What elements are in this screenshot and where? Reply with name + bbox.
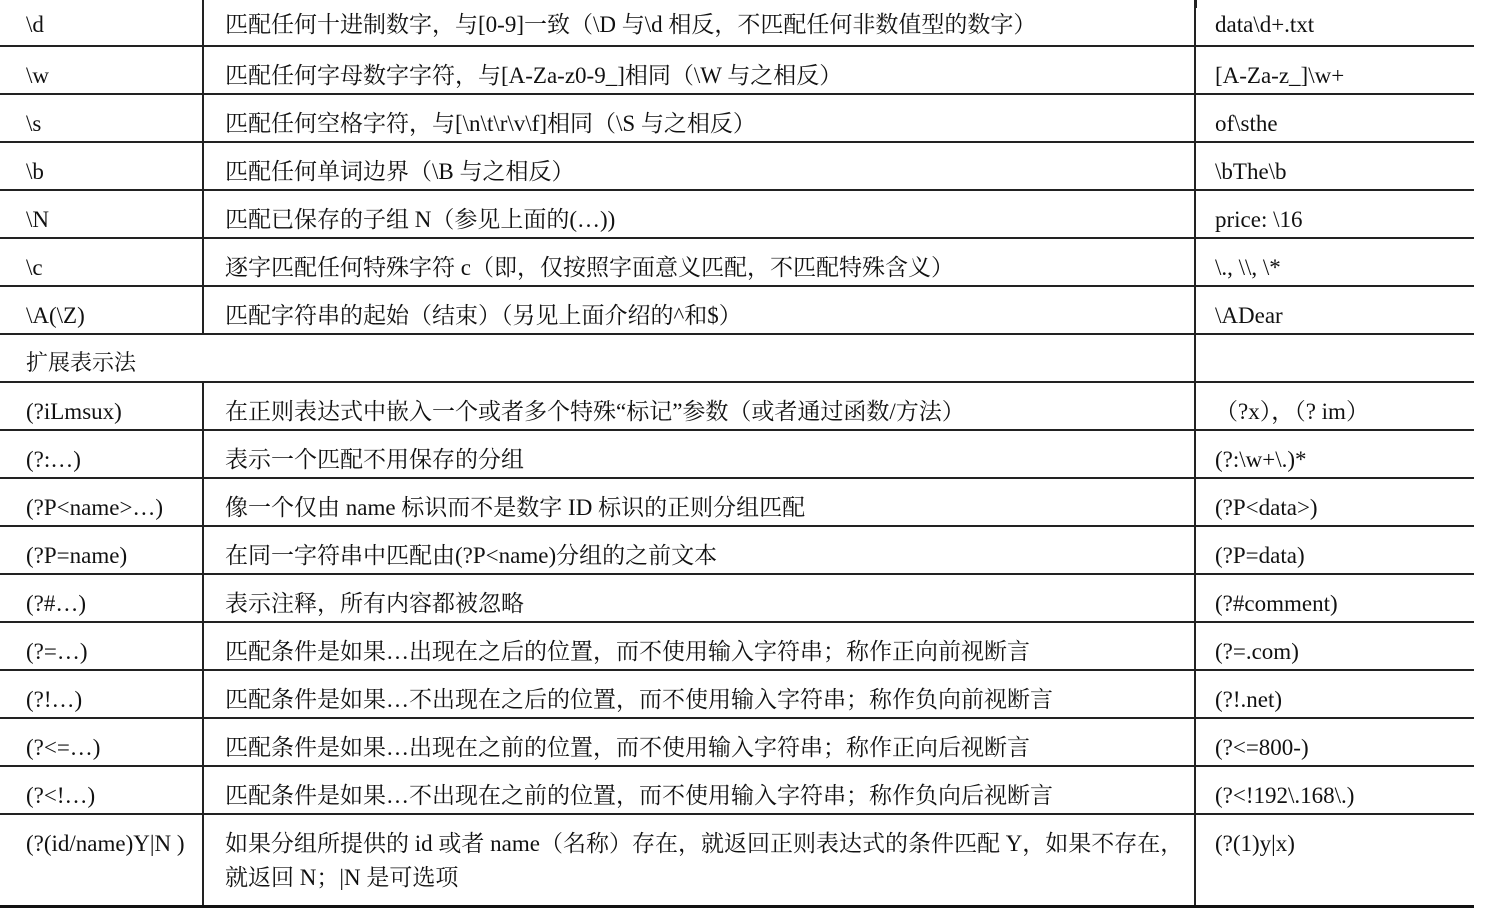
table-row xyxy=(0,766,1474,814)
symbol-cell: \b xyxy=(0,142,203,190)
description-cell: 匹配条件是如果…出现在之后的位置，而不使用输入字符串；称作正向前视断言 xyxy=(203,622,1195,670)
description-cell: 逐字匹配任何特殊字符 c（即，仅按照字面意义匹配，不匹配特殊含义） xyxy=(203,238,1195,286)
table-row xyxy=(0,622,1474,670)
description-cell: 表示一个匹配不用保存的分组 xyxy=(203,430,1195,478)
example-cell: (?<=800-) xyxy=(1195,718,1474,766)
description-cell: 匹配任何字母数字字符，与[A-Za-z0-9_]相同（\W 与之相反） xyxy=(203,46,1195,94)
example-cell: data\d+.txt xyxy=(1195,0,1474,46)
section-heading: 扩展表示法 xyxy=(0,334,1195,382)
description-cell: 匹配条件是如果…不出现在之后的位置，而不使用输入字符串；称作负向前视断言 xyxy=(203,670,1195,718)
example-cell: (?P=data) xyxy=(1195,526,1474,574)
symbol-cell: \A(\Z) xyxy=(0,286,203,334)
symbol-cell: \d xyxy=(0,0,203,46)
table-row xyxy=(0,574,1474,622)
table-row xyxy=(0,238,1474,286)
description-cell: 在同一字符串中匹配由(?P<name)分组的之前文本 xyxy=(203,526,1195,574)
example-cell: (?#comment) xyxy=(1195,574,1474,622)
section-heading-empty-cell xyxy=(1195,334,1474,382)
table-row xyxy=(0,46,1474,94)
symbol-cell: \c xyxy=(0,238,203,286)
symbol-cell: (?<=…) xyxy=(0,718,203,766)
section-heading-row xyxy=(0,334,1474,382)
example-cell: [A-Za-z_]\w+ xyxy=(1195,46,1474,94)
example-cell: of\sthe xyxy=(1195,94,1474,142)
example-cell: (?:\w+\.)* xyxy=(1195,430,1474,478)
symbol-cell: (?:…) xyxy=(0,430,203,478)
table-row xyxy=(0,718,1474,766)
description-cell: 如果分组所提供的 id 或者 name（名称）存在，就返回正则表达式的条件匹配 Y，如果不存在，就返回 N；|N 是可选项 xyxy=(203,814,1195,907)
symbol-cell: (?<!…) xyxy=(0,766,203,814)
description-cell: 匹配任何单词边界（\B 与之相反） xyxy=(203,142,1195,190)
example-cell: （?x），（? im） xyxy=(1195,382,1474,430)
example-cell: (?=.com) xyxy=(1195,622,1474,670)
description-cell: 匹配字符串的起始（结束）（另见上面介绍的^和$） xyxy=(203,286,1195,334)
description-cell: 匹配任何十进制数字，与[0-9]一致（\D 与\d 相反，不匹配任何非数值型的数字） xyxy=(203,0,1195,46)
symbol-cell: (?!…) xyxy=(0,670,203,718)
example-cell: \bThe\b xyxy=(1195,142,1474,190)
column-divider-stub xyxy=(1195,0,1197,8)
symbol-cell: \s xyxy=(0,94,203,142)
example-cell: (?P<data>) xyxy=(1195,478,1474,526)
description-cell: 像一个仅由 name 标识而不是数字 ID 标识的正则分组匹配 xyxy=(203,478,1195,526)
example-cell: (?(1)y|x) xyxy=(1195,814,1474,907)
table-row xyxy=(0,94,1474,142)
special-characters-group xyxy=(0,0,1474,334)
symbol-cell: (?iLmsux) xyxy=(0,382,203,430)
table-row xyxy=(0,430,1474,478)
table-row xyxy=(0,670,1474,718)
symbol-cell: (?=…) xyxy=(0,622,203,670)
table-row xyxy=(0,0,1474,46)
table-row xyxy=(0,190,1474,238)
example-cell: price: \16 xyxy=(1195,190,1474,238)
symbol-cell: \w xyxy=(0,46,203,94)
table-row xyxy=(0,814,1474,907)
description-cell: 匹配已保存的子组 N（参见上面的(…)) xyxy=(203,190,1195,238)
example-cell: \., \\, \* xyxy=(1195,238,1474,286)
description-cell: 匹配条件是如果…出现在之前的位置，而不使用输入字符串；称作正向后视断言 xyxy=(203,718,1195,766)
table-row xyxy=(0,142,1474,190)
symbol-cell: (?P<name>…) xyxy=(0,478,203,526)
table-row xyxy=(0,286,1474,334)
example-cell: (?!.net) xyxy=(1195,670,1474,718)
description-cell: 在正则表达式中嵌入一个或者多个特殊“标记”参数（或者通过函数/方法） xyxy=(203,382,1195,430)
extension-rows xyxy=(0,382,1474,907)
symbol-cell: (?(id/name)Y|N ) xyxy=(0,814,203,907)
table-row xyxy=(0,382,1474,430)
symbol-cell: (?P=name) xyxy=(0,526,203,574)
example-cell: (?<!192\.168\.) xyxy=(1195,766,1474,814)
example-cell: \ADear xyxy=(1195,286,1474,334)
table-row xyxy=(0,478,1474,526)
extension-notation-group xyxy=(0,334,1474,382)
symbol-cell: (?#…) xyxy=(0,574,203,622)
description-cell: 匹配条件是如果…不出现在之前的位置，而不使用输入字符串；称作负向后视断言 xyxy=(203,766,1195,814)
description-cell: 匹配任何空格字符，与[\n\t\r\v\f]相同（\S 与之相反） xyxy=(203,94,1195,142)
description-cell: 表示注释，所有内容都被忽略 xyxy=(203,574,1195,622)
table-row xyxy=(0,526,1474,574)
symbol-cell: \N xyxy=(0,190,203,238)
